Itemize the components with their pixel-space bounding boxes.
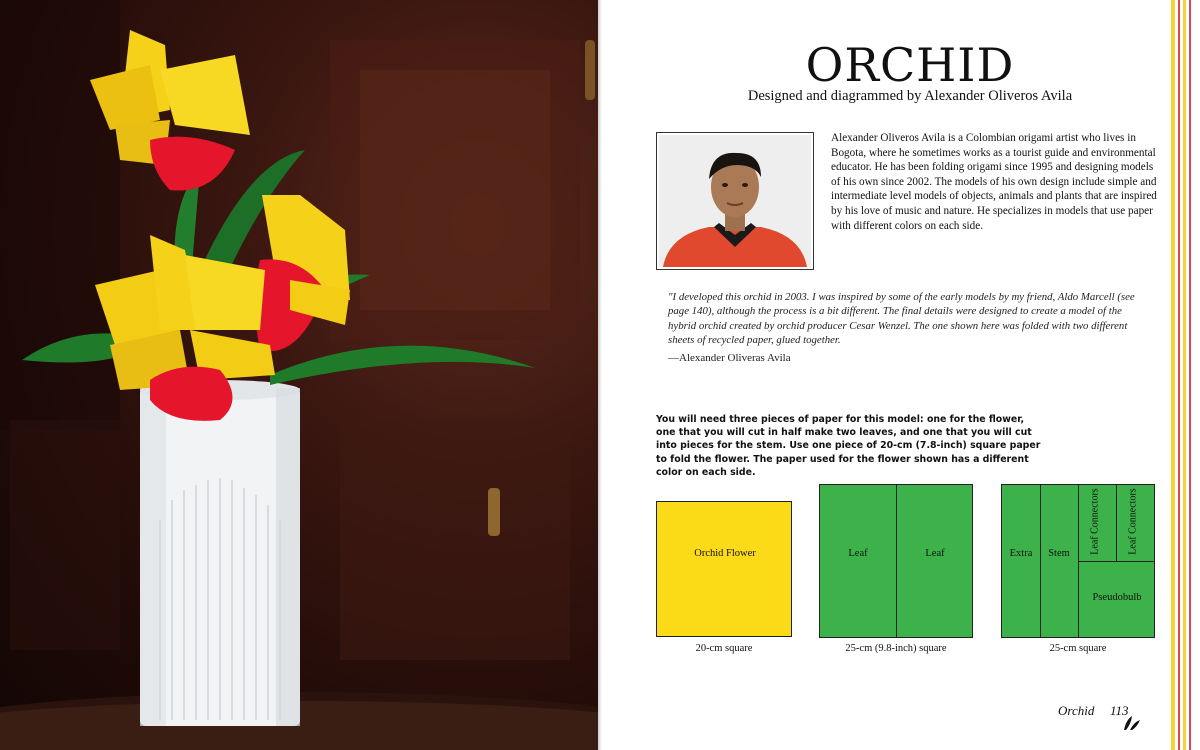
cut-line bbox=[896, 485, 897, 637]
origami-orchid-in-white-vase-icon bbox=[0, 0, 598, 750]
paper-instructions: You will need three pieces of paper for this model: one for the flower, one that you will cut in half make two leaves, and one that you will cut into pieces for the stem. Use one piece of 20-cm (7.8-inch) square paper to fold the flower. The paper used for the flower shown has a different color on each side. bbox=[656, 414, 1041, 478]
orchid-photo bbox=[0, 0, 598, 750]
edge-stripe bbox=[1183, 0, 1186, 750]
cut-line bbox=[1116, 485, 1117, 561]
author-quote: "I developed this orchid in 2003. I was inspired by some of the early models by my friend, Aldo Marcell (see page 140), although the process is a bit different. The final details were designed to create a model of the hybrid orchid created by orchid producer Cesar Wenzel. The one shown here was folded with two different sheets of recycled paper, glued together. bbox=[668, 291, 1135, 347]
quote-attribution: —Alexander Oliveras Avila bbox=[668, 352, 791, 364]
paper-stem-square bbox=[1001, 484, 1155, 638]
paper-caption: 25-cm (9.8-inch) square bbox=[845, 643, 947, 654]
footer-chapter: Orchid bbox=[1058, 703, 1095, 718]
section-label: Extra bbox=[1009, 548, 1033, 559]
cut-line bbox=[1078, 561, 1155, 562]
author-portrait-icon bbox=[659, 135, 811, 267]
author-bio: Alexander Oliveros Avila is a Colombian origami artist who lives in Bogota, where he sometimes works as a tourist guide and environmental educator. He has been folding origami since 1995 and designing models of his own since 2002. The models of his own design include simple and intermediate level models of objects, animals and plants that are inspired by his love of music and nature. He specializes in models that use paper with different colors on each side. bbox=[831, 132, 1157, 232]
page-gutter bbox=[598, 0, 602, 750]
section-label: Pseudobulb bbox=[1092, 592, 1142, 603]
paper-caption: 25-cm square bbox=[1049, 643, 1107, 654]
page-number: 113 bbox=[1110, 703, 1129, 718]
edge-stripe bbox=[1171, 0, 1175, 750]
cut-line bbox=[1040, 485, 1041, 637]
orchid-leaf-icon bbox=[1122, 712, 1142, 732]
section-label: Leaf bbox=[925, 548, 945, 559]
page-title: ORCHID bbox=[805, 38, 1015, 92]
section-label: Leaf bbox=[848, 548, 868, 559]
paper-flower-square bbox=[656, 501, 792, 637]
author-portrait bbox=[656, 132, 814, 270]
edge-stripe bbox=[1189, 0, 1191, 750]
section-label: Leaf Connectors bbox=[1089, 488, 1101, 555]
paper-leaf-square bbox=[819, 484, 973, 638]
page-subtitle: Designed and diagrammed by Alexander Oliveros Avila bbox=[747, 88, 1073, 104]
edge-stripe bbox=[1178, 0, 1180, 750]
section-label: Leaf Connectors bbox=[1127, 488, 1139, 555]
paper-caption: 20-cm square bbox=[695, 643, 753, 654]
section-label: Orchid Flower bbox=[694, 548, 756, 559]
section-label: Stem bbox=[1048, 548, 1070, 559]
